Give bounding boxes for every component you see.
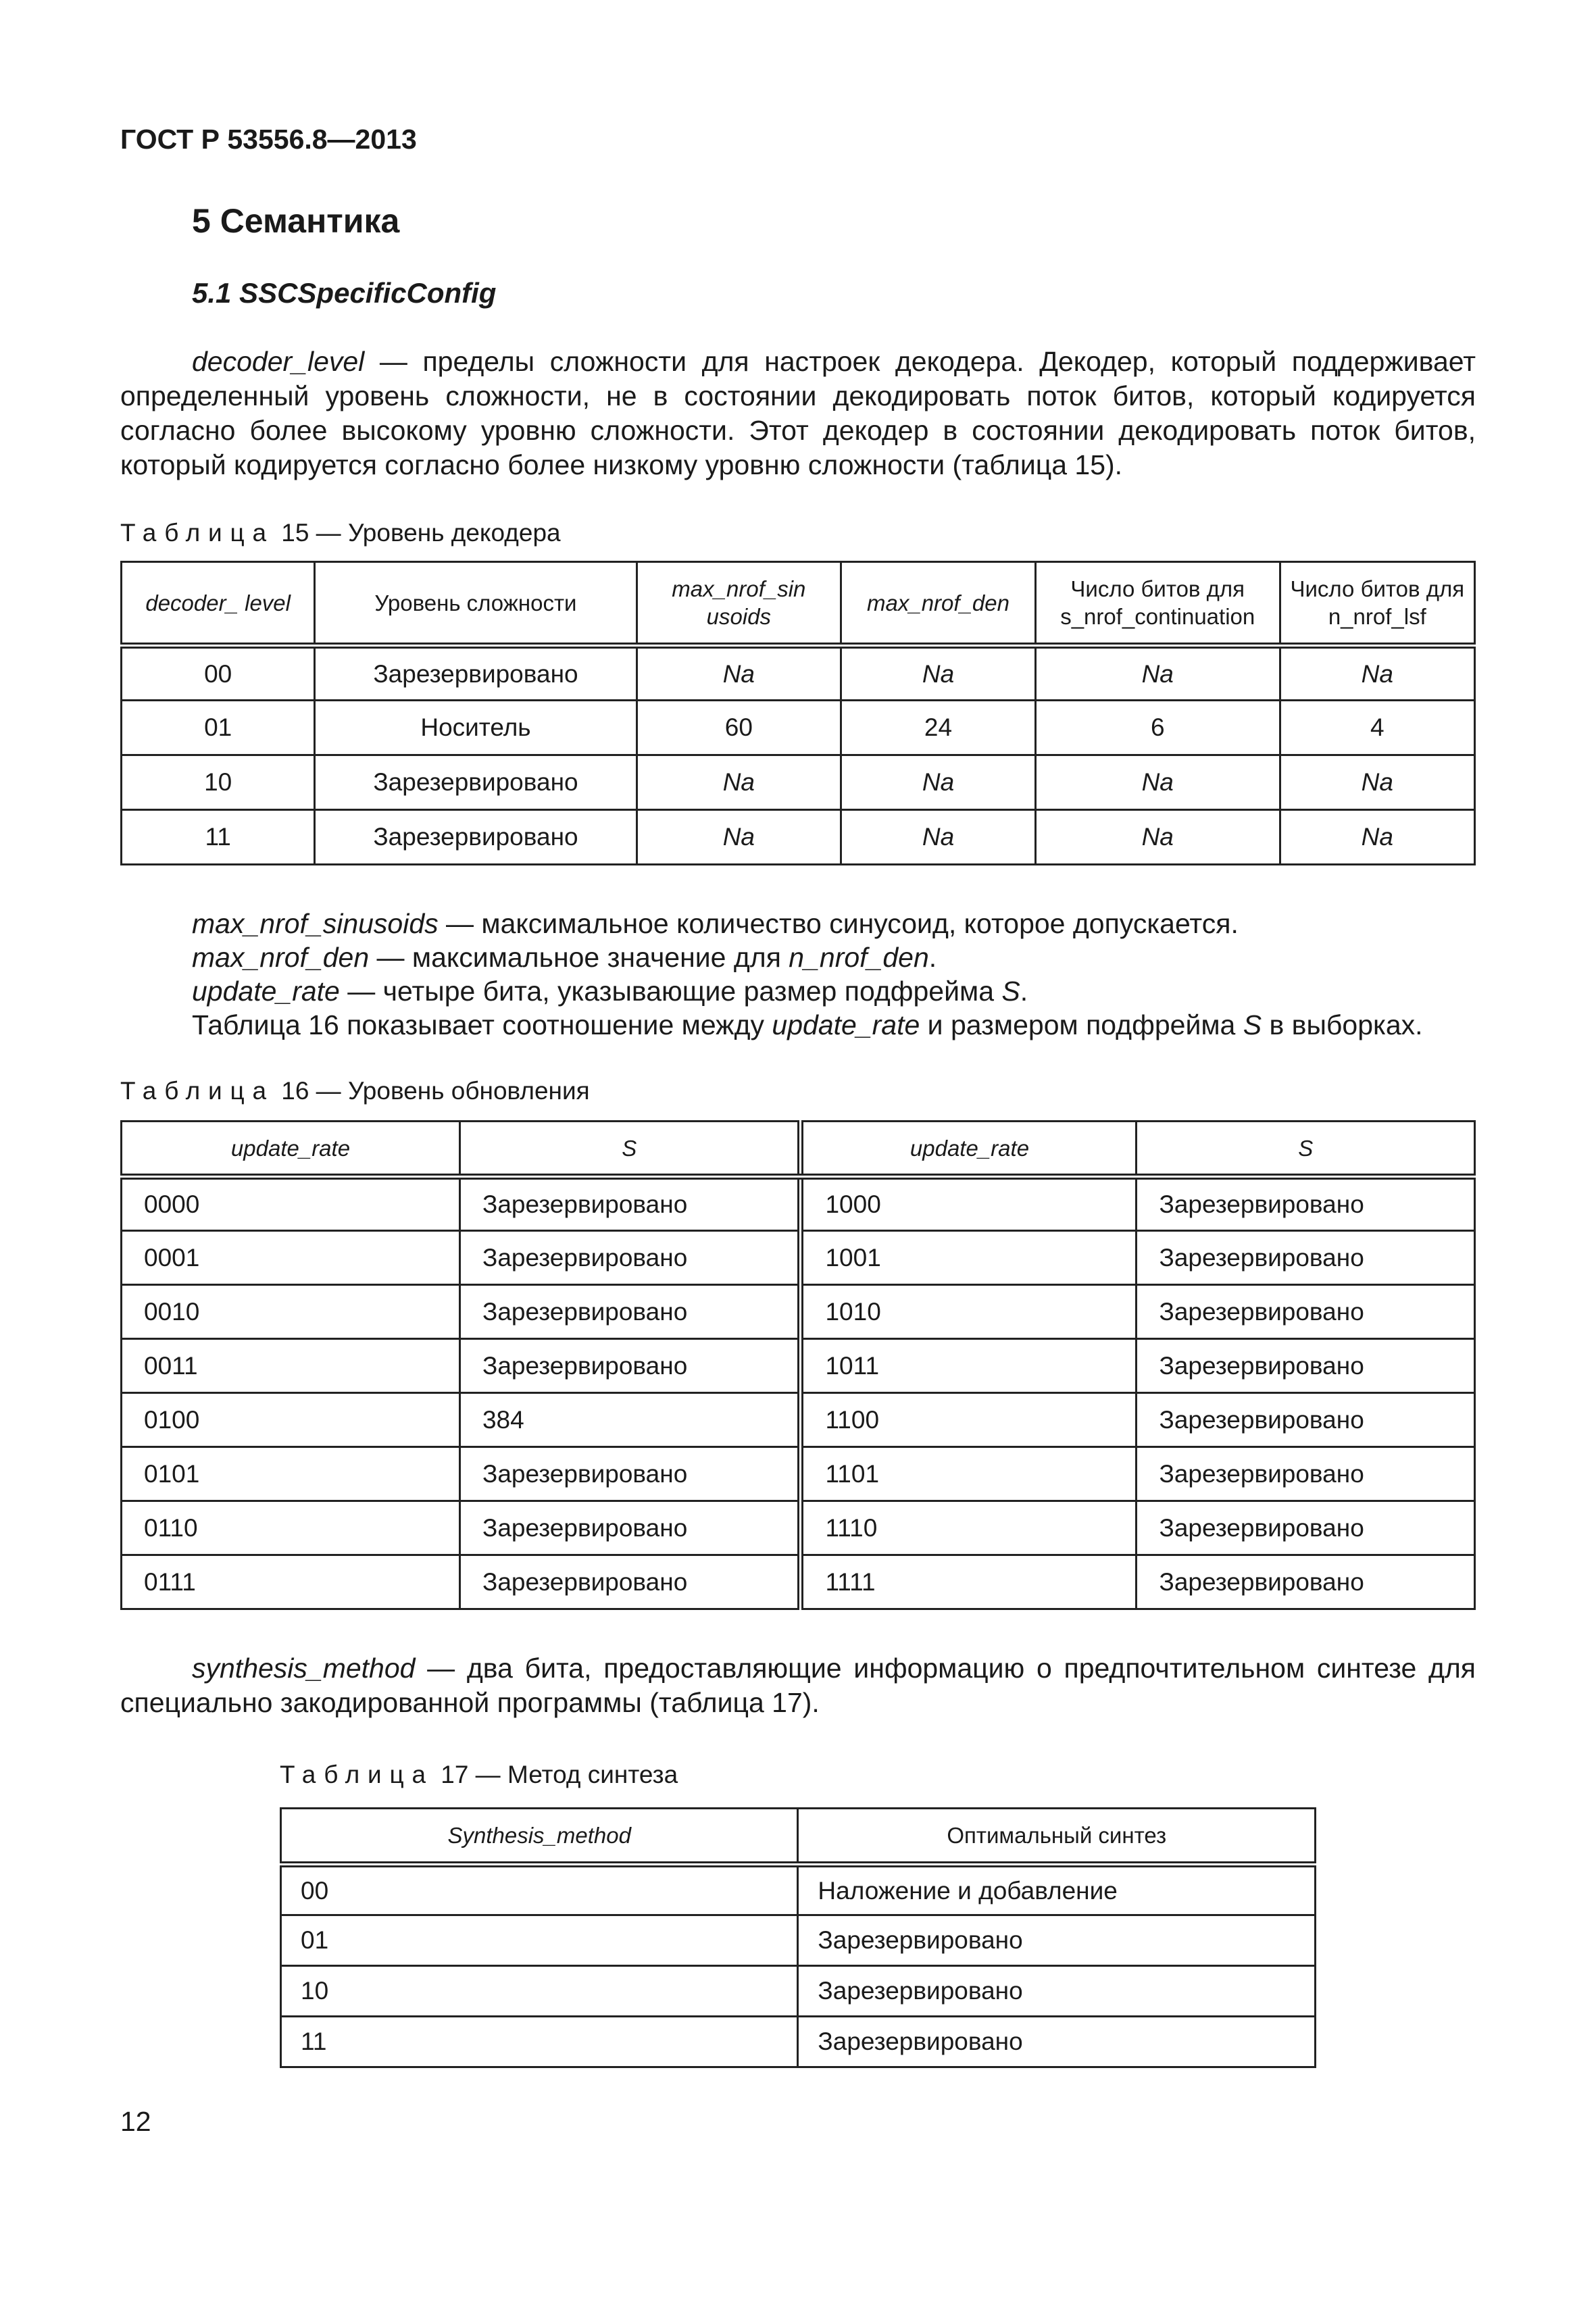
table-cell: Зарезервировано <box>459 1501 800 1555</box>
table-cell: Зарезервировано <box>459 1555 800 1609</box>
table-cell: 1011 <box>801 1339 1137 1393</box>
table-cell: Зарезервировано <box>798 1915 1316 1966</box>
table17-synthesis-method <box>280 1807 1316 2068</box>
table-cell: 1110 <box>801 1501 1137 1555</box>
table-cell: 24 <box>841 701 1036 755</box>
table-cell: Na <box>1280 646 1474 701</box>
table-cell: Зарезервировано <box>459 1177 800 1231</box>
table-cell: 01 <box>122 701 315 755</box>
table-cell: 0110 <box>122 1501 460 1555</box>
table-row <box>122 701 1475 755</box>
table-row <box>122 755 1475 810</box>
header-cell: decoder_ level <box>122 562 315 646</box>
table-cell: 00 <box>281 1865 798 1915</box>
decoder-level-paragraph <box>120 345 1476 482</box>
table-cell: 10 <box>122 755 315 810</box>
header-cell: update_rate <box>122 1122 460 1177</box>
table-cell: 0111 <box>122 1555 460 1609</box>
table-cell: 0011 <box>122 1339 460 1393</box>
table-cell: 0100 <box>122 1393 460 1447</box>
table-cell: 1000 <box>801 1177 1137 1231</box>
header-cell: Уровень сложности <box>315 562 637 646</box>
table-row <box>281 2017 1316 2067</box>
table-cell: 0000 <box>122 1177 460 1231</box>
table-cell: Зарезервировано <box>459 1231 800 1285</box>
term-synthesis-method: synthesis_method <box>192 1653 416 1684</box>
table-cell: Na <box>841 755 1036 810</box>
table-cell: Зарезервировано <box>1137 1555 1475 1609</box>
table-cell: Зарезервировано <box>1137 1501 1475 1555</box>
header-cell: Оптимальный синтез <box>798 1809 1316 1865</box>
table-row <box>122 1285 1475 1339</box>
table-row <box>281 1966 1316 2017</box>
table-cell: Na <box>1035 810 1280 865</box>
table-row <box>122 1501 1475 1555</box>
table-cell: Зарезервировано <box>315 810 637 865</box>
header-cell: max_nrof_den <box>841 562 1036 646</box>
table-cell: Зарезервировано <box>798 2017 1316 2067</box>
table-row <box>122 1393 1475 1447</box>
table-cell: Na <box>1035 755 1280 810</box>
table-row <box>122 810 1475 865</box>
document-header: ГОСТ Р 53556.8—2013 <box>120 124 417 155</box>
table-cell: 10 <box>281 1966 798 2017</box>
page-number: 12 <box>120 2106 151 2137</box>
table-cell: Зарезервировано <box>1137 1285 1475 1339</box>
table-header-row <box>281 1809 1316 1865</box>
table-row <box>122 1339 1475 1393</box>
definition-update-rate: update_rate — четыре бита, указывающие размер подфрейма S. <box>192 976 1028 1007</box>
table15-decoder-level <box>120 561 1476 865</box>
table-cell: 1001 <box>801 1231 1137 1285</box>
section-title: 5 Семантика <box>192 202 400 240</box>
table-header-row <box>122 562 1475 646</box>
header-cell: max_nrof_sin usoids <box>637 562 841 646</box>
table-cell: 11 <box>122 810 315 865</box>
table16-update-rate <box>120 1120 1476 1610</box>
table-cell: Na <box>841 646 1036 701</box>
table-cell: Зарезервировано <box>459 1339 800 1393</box>
table-cell: 1111 <box>801 1555 1137 1609</box>
header-cell: Число битов для n_nrof_lsf <box>1280 562 1474 646</box>
table-cell: 4 <box>1280 701 1474 755</box>
table-row <box>122 646 1475 701</box>
paragraph-text: — пределы сложности для настроек декодера. Декодер, который поддерживает определенный уровень сложности, не в состоянии декодировать поток битов, который кодируется согласно более высокому уровню сложности. Этот декодер в состоянии декодировать поток битов, который кодируется согласно более низкому уровню сложности (таблица 15). <box>120 346 1476 480</box>
table-cell: 1100 <box>801 1393 1137 1447</box>
table-cell: 0001 <box>122 1231 460 1285</box>
table-row <box>122 1177 1475 1231</box>
table-row <box>122 1555 1475 1609</box>
definition-max-nrof-sinusoids: max_nrof_sinusoids — максимальное количество синусоид, которое допускается. <box>192 908 1239 939</box>
table-cell: Зарезервировано <box>315 646 637 701</box>
table-cell: 11 <box>281 2017 798 2067</box>
table-cell: Na <box>841 810 1036 865</box>
table-cell: Зарезервировано <box>315 755 637 810</box>
table-cell: Зарезервировано <box>1137 1231 1475 1285</box>
table16-caption: Таблица 16 — Уровень обновления <box>120 1077 590 1105</box>
subsection-title: 5.1 SSCSpecificConfig <box>192 277 497 309</box>
definition-max-nrof-den: max_nrof_den — максимальное значение для n_nrof_den. <box>192 942 937 973</box>
table-cell: Na <box>637 810 841 865</box>
table-row <box>281 1915 1316 1966</box>
table-row <box>281 1865 1316 1915</box>
table-cell: 6 <box>1035 701 1280 755</box>
table-cell: 384 <box>459 1393 800 1447</box>
table-cell: Na <box>1280 810 1474 865</box>
term-decoder-level: decoder_level <box>192 346 365 377</box>
table-cell: Зарезервировано <box>1137 1339 1475 1393</box>
table-cell: Зарезервировано <box>1137 1177 1475 1231</box>
table-cell: 1010 <box>801 1285 1137 1339</box>
table-cell: Зарезервировано <box>459 1447 800 1501</box>
table-cell: Носитель <box>315 701 637 755</box>
table-row <box>122 1231 1475 1285</box>
table-cell: Na <box>1280 755 1474 810</box>
paragraph-text: — два бита, предоставляющие информацию о предпочтительном синтезе для специально закодированной программы (таблица 17). <box>120 1653 1476 1718</box>
table-cell: Na <box>637 755 841 810</box>
table-cell: Наложение и добавление <box>798 1865 1316 1915</box>
table-cell: 0101 <box>122 1447 460 1501</box>
table17-caption: Таблица 17 — Метод синтеза <box>280 1761 678 1788</box>
table-cell: 00 <box>122 646 315 701</box>
table-cell: Зарезервировано <box>459 1285 800 1339</box>
synthesis-method-paragraph <box>120 1651 1476 1720</box>
table-cell: Зарезервировано <box>798 1966 1316 2017</box>
table-cell: 1101 <box>801 1447 1137 1501</box>
header-cell: S <box>1137 1122 1475 1177</box>
table-row <box>122 1447 1475 1501</box>
table15-caption: Таблица 15 — Уровень декодера <box>120 519 561 547</box>
table-cell: 0010 <box>122 1285 460 1339</box>
header-cell: Synthesis_method <box>281 1809 798 1865</box>
table-cell: 01 <box>281 1915 798 1966</box>
table-header-row <box>122 1122 1475 1177</box>
table-cell: Na <box>637 646 841 701</box>
header-cell: Число битов для s_nrof_continuation <box>1035 562 1280 646</box>
table-cell: 60 <box>637 701 841 755</box>
table-cell: Na <box>1035 646 1280 701</box>
table-cell: Зарезервировано <box>1137 1447 1475 1501</box>
header-cell: update_rate <box>801 1122 1137 1177</box>
table-cell: Зарезервировано <box>1137 1393 1475 1447</box>
header-cell: S <box>459 1122 800 1177</box>
table16-intro: Таблица 16 показывает соотношение между update_rate и размером подфрейма S в выборках. <box>192 1009 1423 1040</box>
